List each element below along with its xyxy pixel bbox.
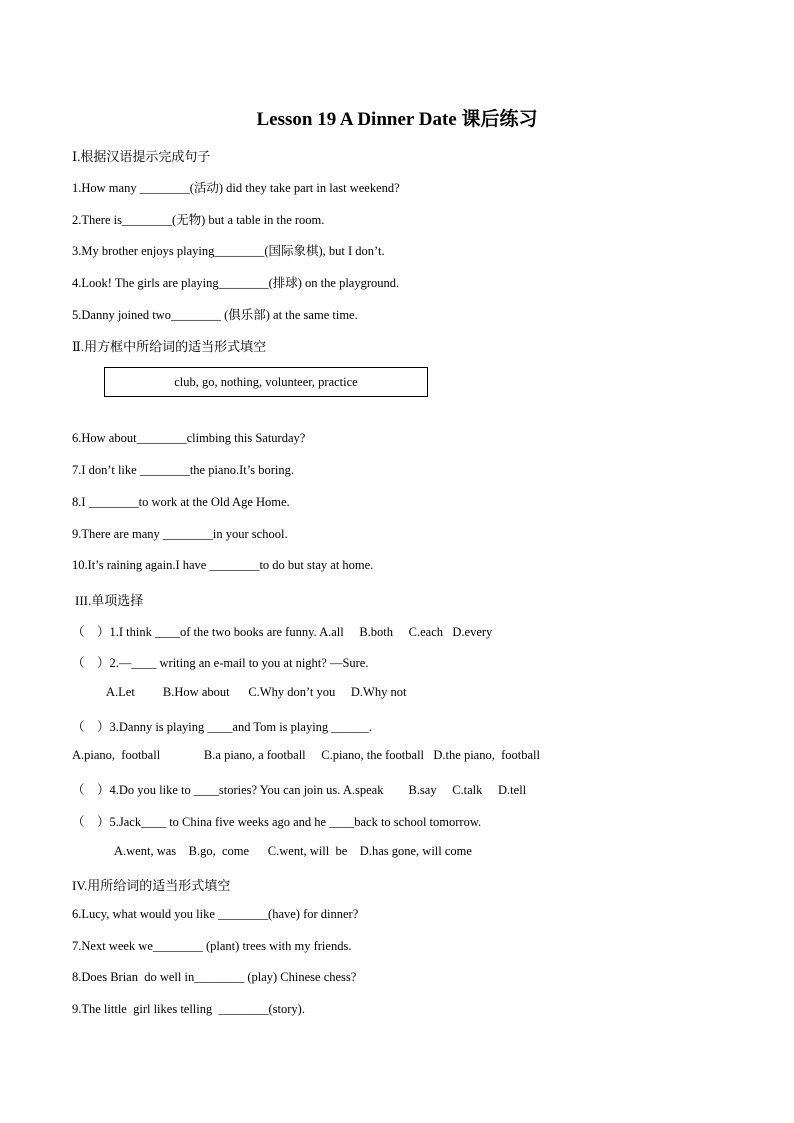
mc-question-2: （ ）2.—____ writing an e-mail to you at night? —Sure.: [72, 656, 369, 670]
question-7: 7.I don’t like ________the piano.It’s boring.: [72, 463, 294, 477]
question-5: 5.Danny joined two________ (俱乐部) at the same time.: [72, 308, 358, 322]
fill-question-6: 6.Lucy, what would you like ________(have) for dinner?: [72, 907, 359, 921]
mc-question-4: （ ）4.Do you like to ____stories? You can join us. A.speak B.say C.talk D.tell: [72, 783, 527, 797]
question-1: 1.How many ________(活动) did they take part in last weekend?: [72, 181, 400, 195]
mc-question-3: （ ）3.Danny is playing ____and Tom is playing ______.: [72, 720, 372, 734]
section-1-heading: Ⅰ.根据汉语提示完成句子: [72, 149, 211, 164]
mc-question-5: （ ）5.Jack____ to China five weeks ago and he ____back to school tomorrow.: [72, 815, 482, 829]
word-box: [104, 367, 428, 397]
section-2-heading: Ⅱ.用方框中所给词的适当形式填空: [72, 339, 267, 354]
section-4-heading: IV.用所给词的适当形式填空: [72, 878, 231, 893]
question-8: 8.I ________to work at the Old Age Home.: [72, 495, 290, 509]
fill-question-8: 8.Does Brian do well in________ (play) Chinese chess?: [72, 970, 357, 984]
mc-options-2: A.Let B.How about C.Why don’t you D.Why not: [106, 685, 407, 699]
question-9: 9.There are many ________in your school.: [72, 527, 288, 541]
question-10: 10.It’s raining again.I have ________to do but stay at home.: [72, 558, 374, 572]
question-4: 4.Look! The girls are playing________(排球) on the playground.: [72, 276, 400, 290]
question-3: 3.My brother enjoys playing________(国际象棋), but I don’t.: [72, 244, 385, 258]
mc-options-3: A.piano, football B.a piano, a football C.piano, the football D.the piano, football: [72, 748, 540, 762]
section-3-heading: III.单项选择: [75, 593, 144, 608]
word-box-text: club, go, nothing, volunteer, practice: [174, 374, 358, 389]
question-2: 2.There is________(无物) but a table in the room.: [72, 213, 325, 227]
mc-options-5: A.went, was B.go, come C.went, will be D.has gone, will come: [114, 844, 472, 858]
fill-question-9: 9.The little girl likes telling ________(story).: [72, 1002, 305, 1016]
question-6: 6.How about________climbing this Saturday?: [72, 431, 306, 445]
mc-question-1: （ ）1.I think ____of the two books are funny. A.all B.both C.each D.every: [72, 625, 493, 639]
page-title: Lesson 19 A Dinner Date 课后练习: [256, 109, 538, 130]
fill-question-7: 7.Next week we________ (plant) trees with my friends.: [72, 939, 352, 953]
